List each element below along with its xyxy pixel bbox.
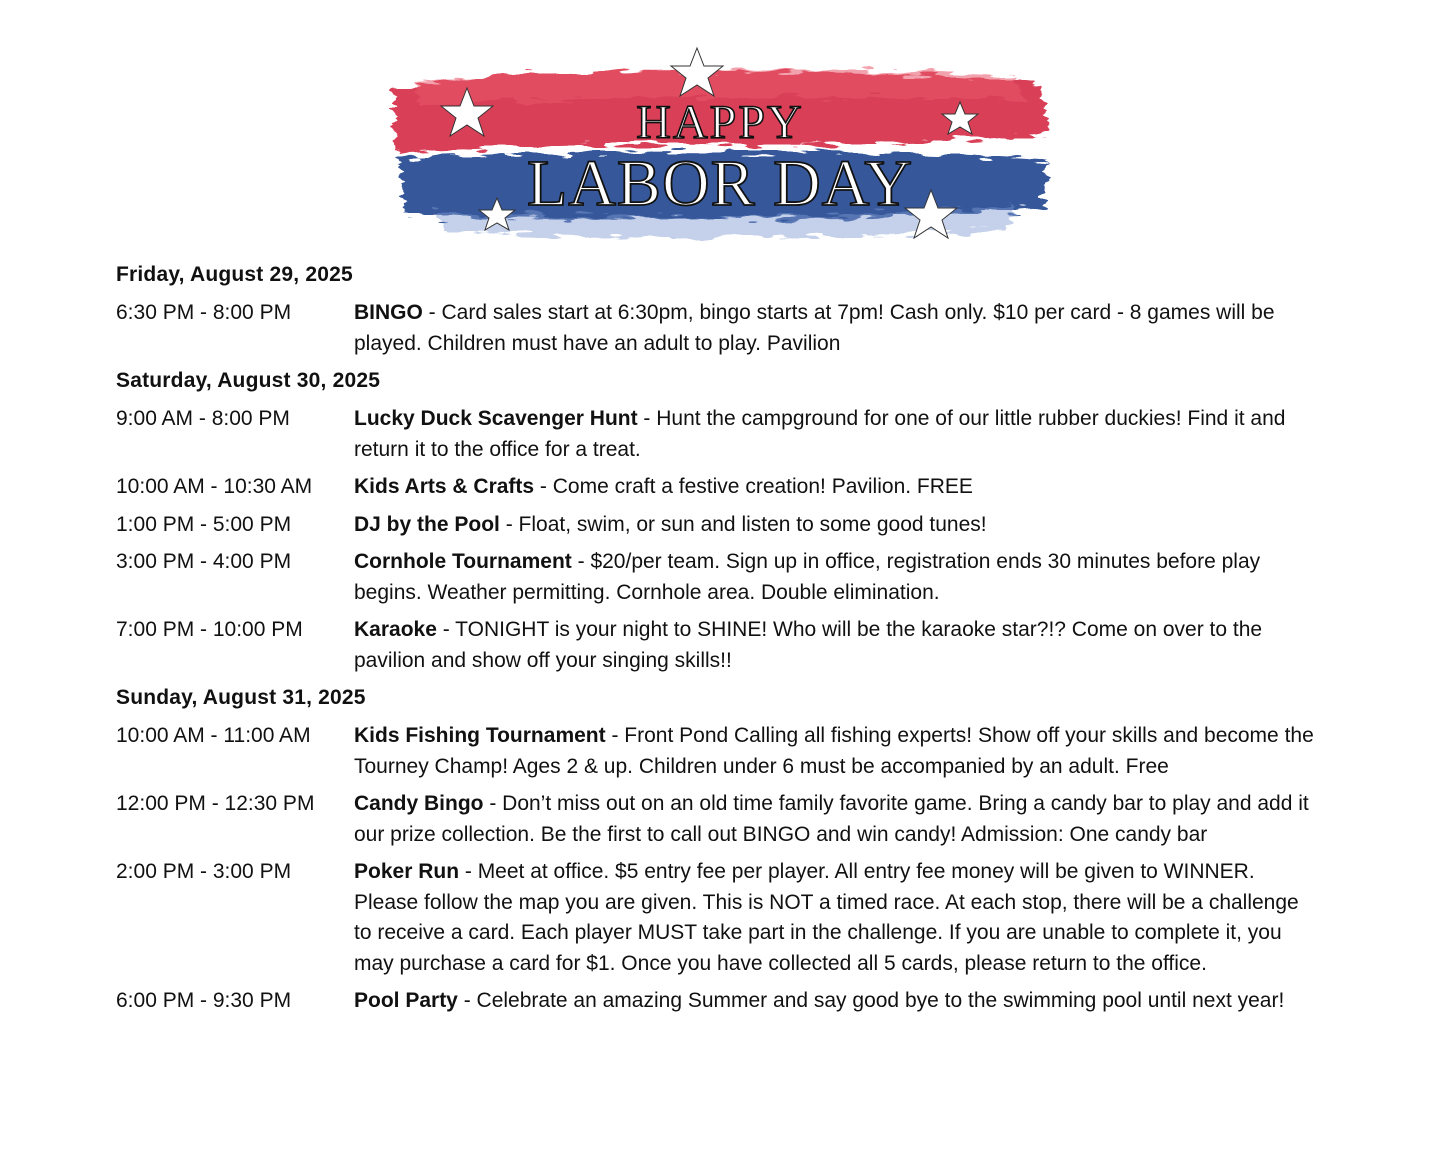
event-details: - Float, swim, or sun and listen to some good tunes! — [499, 512, 987, 536]
event-row — [116, 721, 1316, 782]
event-time: 12:00 PM - 12:30 PM — [116, 792, 315, 815]
event-title: Pool Party — [354, 989, 458, 1012]
event-description — [354, 721, 1316, 782]
day-heading: Friday, August 29, 2025 — [116, 263, 353, 286]
event-row — [116, 857, 1316, 979]
event-description — [354, 404, 1316, 465]
event-title: BINGO — [354, 301, 423, 324]
event-title: Kids Fishing Tournament — [354, 724, 606, 747]
event-time: 10:00 AM - 10:30 AM — [116, 475, 313, 498]
event-details: - Don’t miss out on an old time family favorite game. Bring a candy bar to play and add it our prize collection. Be the first to call out BINGO and win candy! Admission: One candy bar — [354, 792, 1309, 846]
day-saturday — [116, 366, 1316, 676]
event-details: - Meet at office. $5 entry fee per player. All entry fee money will be given to WINNER. Please follow the map you are given. This is NOT a timed race. At each stop, there will be a challenge to receive a card. Each player MUST take part in the challenge. If you are unable to complete it, you may purchase a card for $1. Once you have collected all 5 cards, please return to the office. — [354, 860, 1299, 975]
event-time: 2:00 PM - 3:00 PM — [116, 860, 292, 883]
day-sunday — [116, 683, 1316, 1017]
event-description — [354, 789, 1316, 850]
event-details: - TONIGHT is your night to SHINE! Who will be the karaoke star?!? Come on over to the pavilion and show off your singing skills!! — [354, 618, 1263, 672]
event-time: 6:30 PM - 8:00 PM — [116, 301, 292, 324]
day-friday — [116, 260, 1316, 359]
event-row — [116, 298, 1316, 359]
event-details: - Hunt the campground for one of our little rubber duckies! Find it and return it to the office for a treat. — [354, 407, 1286, 461]
banner-line1: HAPPY — [636, 96, 804, 149]
event-description — [354, 986, 1316, 1017]
event-title: Karaoke — [354, 618, 437, 641]
event-schedule — [116, 260, 1316, 1024]
event-details: - Card sales start at 6:30pm, bingo starts at 7pm! Cash only. $10 per card - 8 games will be played. Children must have an adult to play. Pavilion — [354, 301, 1275, 355]
event-time: 7:00 PM - 10:00 PM — [116, 618, 303, 641]
labor-day-banner — [375, 40, 1065, 255]
event-row — [116, 986, 1316, 1017]
event-description — [354, 298, 1316, 359]
event-details: - Front Pond Calling all fishing experts! Show off your skills and become the Tourney Champ! Ages 2 & up. Children under 6 must be accompanied by an adult. Free — [354, 724, 1314, 778]
event-description — [354, 510, 1316, 541]
event-time: 6:00 PM - 9:30 PM — [116, 989, 292, 1012]
event-row — [116, 510, 1316, 541]
event-title: Cornhole Tournament — [354, 550, 572, 573]
event-time: 1:00 PM - 5:00 PM — [116, 512, 292, 536]
banner-line2: LABOR DAY — [526, 147, 914, 220]
event-title: Poker Run — [354, 860, 460, 883]
event-details: - Come craft a festive creation! Pavilion. FREE — [534, 475, 973, 498]
event-title: Kids Arts & Crafts — [354, 475, 535, 498]
banner-graphic — [375, 40, 1065, 255]
event-row — [116, 615, 1316, 676]
event-details: - Celebrate an amazing Summer and say good bye to the swimming pool until next year! — [457, 989, 1285, 1012]
day-heading: Sunday, August 31, 2025 — [116, 686, 366, 709]
event-details: - $20/per team. Sign up in office, registration ends 30 minutes before play begins. Weather permitting. Cornhole area. Double elimination. — [354, 550, 1261, 604]
event-description — [354, 547, 1316, 608]
event-description — [354, 472, 1316, 503]
event-time: 3:00 PM - 4:00 PM — [116, 550, 292, 573]
event-title: DJ by the Pool — [354, 512, 500, 536]
event-row — [116, 789, 1316, 850]
event-row — [116, 547, 1316, 608]
event-title: Candy Bingo — [354, 792, 484, 815]
event-time: 9:00 AM - 8:00 PM — [116, 407, 290, 430]
event-title: Lucky Duck Scavenger Hunt — [354, 407, 638, 430]
event-row — [116, 472, 1316, 503]
day-heading: Saturday, August 30, 2025 — [116, 369, 381, 392]
event-description — [354, 615, 1316, 676]
event-description — [354, 857, 1316, 979]
event-time: 10:00 AM - 11:00 AM — [116, 724, 311, 747]
event-row — [116, 404, 1316, 465]
